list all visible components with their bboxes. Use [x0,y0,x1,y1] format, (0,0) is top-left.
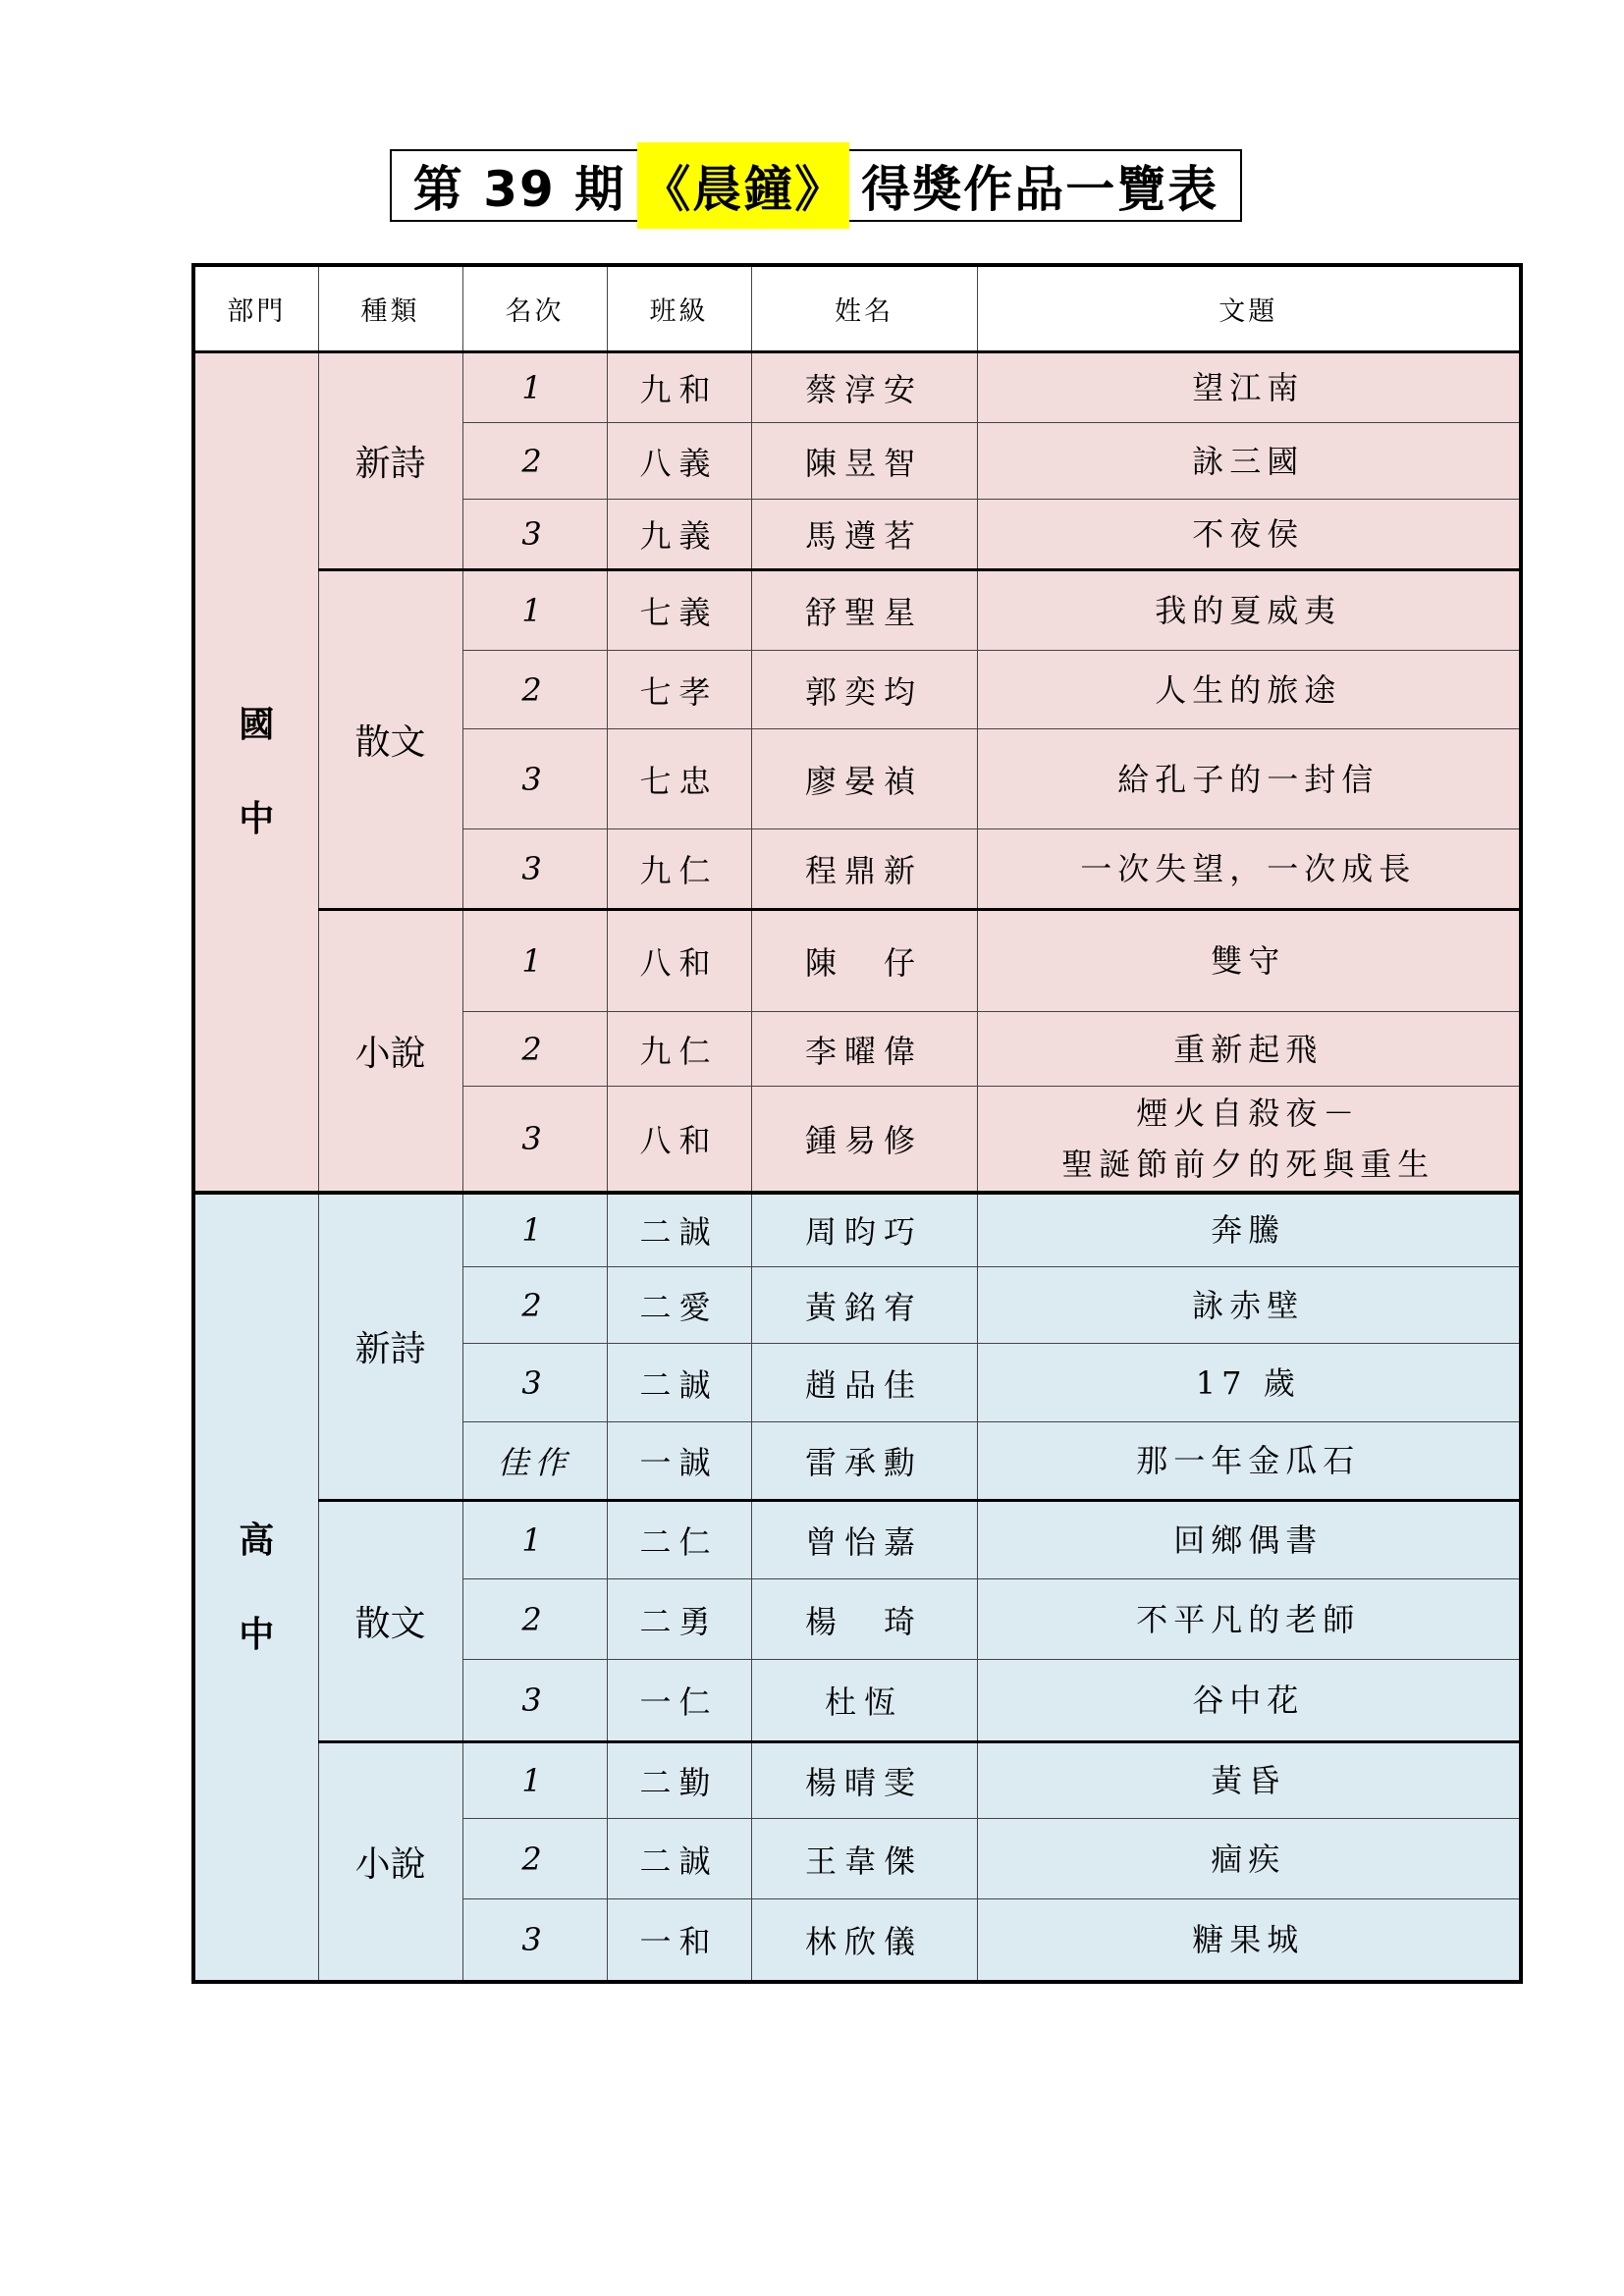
title-line: 黃昏 [1211,1762,1286,1799]
class-cell: 八義 [607,423,751,500]
title-line: 不平凡的老師 [1136,1600,1361,1638]
title-line: 谷中花 [1192,1682,1305,1719]
title-cell [977,570,1521,651]
category-cell: 小說 [318,910,462,1193]
table-row [193,1501,1521,1579]
name-cell: 程鼎新 [751,829,977,910]
name-cell: 楊 琦 [751,1579,977,1660]
title-cell [977,1742,1521,1819]
title-line: 詠三國 [1192,442,1305,480]
rank-cell: 1 [462,1742,607,1819]
rank-cell: 2 [462,651,607,729]
rank-cell: 1 [462,352,607,423]
category-cell: 新詩 [318,1193,462,1501]
title-cell [977,1819,1521,1899]
rank-cell: 3 [462,1344,607,1422]
class-cell: 二愛 [607,1267,751,1344]
title-line: 17 歲 [1195,1363,1301,1402]
class-cell: 二誠 [607,1819,751,1899]
col-header-title: 文題 [977,265,1521,352]
page-title [390,149,1242,222]
category-cell: 散文 [318,570,462,910]
title-line: 奔騰 [1211,1211,1286,1250]
name-cell: 陳昱智 [751,423,977,500]
name-cell: 楊晴雯 [751,1742,977,1819]
name-cell: 馬遵茗 [751,500,977,570]
title-line: 煙火自殺夜－ [1136,1094,1361,1132]
title-line: 重新起飛 [1173,1030,1324,1068]
class-cell: 二誠 [607,1193,751,1267]
rank-cell: 2 [462,1012,607,1087]
name-cell: 陳 仔 [751,910,977,1012]
name-cell: 黃銘宥 [751,1267,977,1344]
rank-cell: 3 [462,729,607,829]
name-cell: 林欣儀 [751,1899,977,1982]
title-line: 雙守 [1211,942,1286,980]
title-line: 回鄉偶書 [1173,1522,1324,1559]
name-cell: 趙品佳 [751,1344,977,1422]
title-cell [977,423,1521,500]
title-cell [977,1579,1521,1660]
table-row [193,910,1521,1012]
col-header-class: 班級 [607,265,751,352]
title-cell [977,1344,1521,1422]
title-cell [977,352,1521,423]
class-cell: 一誠 [607,1422,751,1501]
table-row [193,1742,1521,1819]
name-cell: 郭奕均 [751,651,977,729]
title-line: 人生的旅途 [1155,670,1342,709]
title-suffix: 得獎作品一覽表 [861,161,1219,218]
dept-cell [193,352,318,1193]
name-cell: 廖晏禎 [751,729,977,829]
class-cell: 八和 [607,910,751,1012]
title-line: 詠赤壁 [1192,1286,1305,1324]
title-line: 那一年金瓜石 [1136,1442,1361,1479]
class-cell: 二勇 [607,1579,751,1660]
name-cell: 周昀巧 [751,1193,977,1267]
class-cell: 一仁 [607,1660,751,1742]
class-cell: 七忠 [607,729,751,829]
title-line: 糖果城 [1192,1920,1305,1958]
title-cell [977,1422,1521,1501]
class-cell: 九義 [607,500,751,570]
name-cell: 鍾易修 [751,1087,977,1193]
title-cell [977,1267,1521,1344]
category-cell: 小說 [318,1742,462,1982]
table-row [193,1193,1521,1267]
category-cell: 散文 [318,1501,462,1742]
title-prefix: 第 39 期 [412,161,626,218]
awards-table [191,263,1523,1984]
header-row [193,265,1521,352]
rank-cell: 1 [462,1501,607,1579]
rank-cell: 1 [462,1193,607,1267]
title-cell [977,1501,1521,1579]
class-cell: 九和 [607,352,751,423]
class-cell: 一和 [607,1899,751,1982]
class-cell: 九仁 [607,829,751,910]
dept-cell [193,1193,318,1982]
rank-cell: 2 [462,1579,607,1660]
title-line: 一次失望，一次成長 [1080,850,1417,887]
title-line: 我的夏威夷 [1155,592,1342,629]
title-cell [977,1660,1521,1742]
title-line: 痼疾 [1211,1840,1286,1878]
title-cell [977,1193,1521,1267]
class-cell: 二勤 [607,1742,751,1819]
name-cell: 李曜偉 [751,1012,977,1087]
name-cell: 曾怡嘉 [751,1501,977,1579]
name-cell: 杜恆 [751,1660,977,1742]
title-cell [977,729,1521,829]
class-cell: 九仁 [607,1012,751,1087]
rank-cell: 3 [462,1660,607,1742]
name-cell: 舒聖星 [751,570,977,651]
rank-cell: 3 [462,829,607,910]
rank-cell: 2 [462,1267,607,1344]
dept-char: 中 [239,1613,275,1655]
class-cell: 七義 [607,570,751,651]
class-cell: 二仁 [607,1501,751,1579]
col-header-dept: 部門 [193,265,318,352]
title-line-2: 聖誕節前夕的死與重生 [1061,1145,1435,1183]
rank-cell: 3 [462,1087,607,1193]
table-row [193,352,1521,423]
class-cell: 八和 [607,1087,751,1193]
title-line: 望江南 [1192,369,1305,406]
name-cell: 王韋傑 [751,1819,977,1899]
name-cell: 蔡淳安 [751,352,977,423]
title-cell [977,1087,1521,1193]
dept-char: 高 [239,1519,275,1561]
rank-cell: 2 [462,423,607,500]
rank-cell: 1 [462,910,607,1012]
dept-char: 中 [239,798,275,840]
name-cell: 雷承勳 [751,1422,977,1501]
col-header-name: 姓名 [751,265,977,352]
title-highlight: 《晨鐘》 [637,142,849,229]
table-row [193,570,1521,651]
title-cell [977,829,1521,910]
title-cell [977,500,1521,570]
title-cell [977,651,1521,729]
title-cell [977,1012,1521,1087]
title-line: 不夜侯 [1192,515,1305,553]
rank-cell: 1 [462,570,607,651]
table-body [193,352,1521,1982]
class-cell: 二誠 [607,1344,751,1422]
title-cell [977,1899,1521,1982]
title-line: 給孔子的一封信 [1117,760,1380,798]
col-header-category: 種類 [318,265,462,352]
dept-char: 國 [239,704,275,746]
rank-cell: 佳作 [462,1422,607,1501]
rank-cell: 2 [462,1819,607,1899]
category-cell: 新詩 [318,352,462,570]
title-cell [977,910,1521,1012]
class-cell: 七孝 [607,651,751,729]
col-header-rank: 名次 [462,265,607,352]
rank-cell: 3 [462,1899,607,1982]
rank-cell: 3 [462,500,607,570]
